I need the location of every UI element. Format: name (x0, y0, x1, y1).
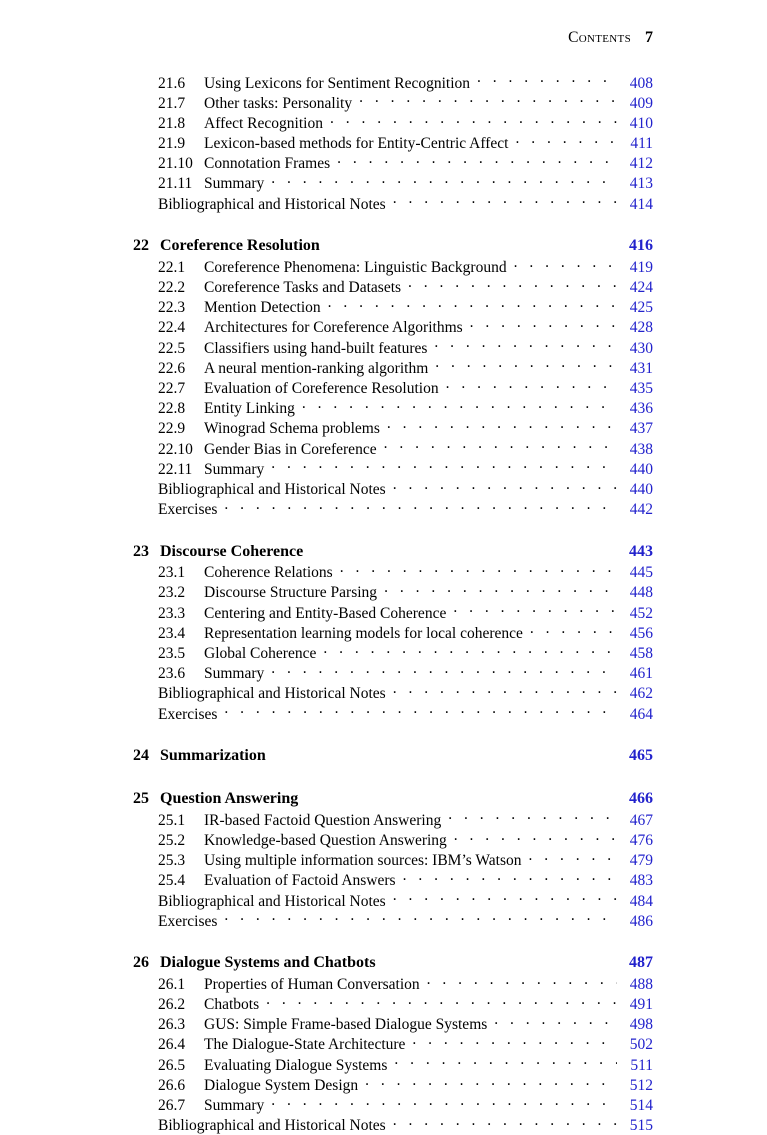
section-number: 26.1 (158, 975, 186, 993)
dot-leader (387, 418, 617, 434)
section-title[interactable]: The Dialogue-State Architecture (204, 1036, 406, 1054)
section-page-number[interactable]: 461 (629, 665, 653, 683)
dot-leader (384, 582, 617, 598)
section-page-number[interactable]: 502 (629, 1036, 653, 1054)
toc-section-row[interactable] (133, 809, 653, 829)
bibliographical-notes-label[interactable]: Bibliographical and Historical Notes (158, 195, 386, 213)
toc-section-row[interactable] (133, 317, 653, 337)
section-page-number[interactable]: 419 (629, 258, 653, 276)
toc-chapter-block (133, 72, 653, 213)
section-page-number[interactable]: 479 (629, 852, 653, 870)
toc-bibliographical-notes-row[interactable] (133, 478, 653, 498)
section-page-number[interactable]: 488 (629, 975, 653, 993)
bibliographical-notes-page-number[interactable]: 515 (629, 1117, 653, 1135)
section-title[interactable]: Chatbots (204, 996, 260, 1014)
toc-section-row[interactable] (133, 458, 653, 478)
dot-leader (393, 683, 617, 699)
dot-leader (323, 643, 617, 659)
dot-leader (330, 112, 617, 128)
dot-leader (224, 910, 617, 926)
toc-section-row[interactable] (133, 377, 653, 397)
chapter-page-number[interactable]: 487 (629, 954, 653, 972)
section-title[interactable]: Entity Linking (204, 400, 295, 418)
section-title[interactable]: Knowledge-based Question Answering (204, 831, 447, 849)
dot-leader (434, 337, 617, 353)
dot-leader (266, 994, 617, 1010)
toc-bibliographical-notes-row[interactable] (133, 193, 653, 213)
section-title[interactable]: Coherence Relations (204, 564, 333, 582)
toc-exercises-row[interactable] (133, 703, 653, 723)
toc-exercises-row[interactable] (133, 910, 653, 930)
chapter-title[interactable]: Discourse Coherence (160, 542, 304, 560)
dot-leader (393, 193, 617, 209)
dot-leader (271, 1095, 617, 1111)
section-number: 22.2 (158, 279, 186, 296)
section-page-number[interactable]: 514 (629, 1097, 653, 1114)
section-title[interactable]: Discourse Structure Parsing (204, 584, 378, 602)
section-number: 23.4 (158, 624, 186, 642)
dot-leader (448, 809, 617, 825)
dot-leader (494, 1014, 617, 1030)
section-title[interactable]: Summary (204, 1097, 265, 1114)
section-page-number[interactable]: 411 (630, 135, 653, 153)
section-number: 26.6 (158, 1076, 186, 1094)
toc-section-row[interactable] (133, 277, 653, 297)
running-header (114, 29, 653, 47)
chapter-page-number[interactable]: 466 (629, 790, 653, 808)
section-title[interactable]: Affect Recognition (204, 114, 323, 132)
section-page-number[interactable]: 428 (629, 319, 653, 337)
section-page-number[interactable]: 476 (629, 831, 653, 849)
toc-section-row[interactable] (133, 1014, 653, 1034)
toc-section-row[interactable] (133, 562, 653, 582)
section-number: 25.3 (158, 852, 186, 870)
section-page-number[interactable]: 448 (629, 584, 653, 602)
section-title[interactable]: Evaluation of Factoid Answers (204, 872, 396, 890)
chapter-title[interactable]: Coreference Resolution (160, 237, 320, 255)
toc-section-row[interactable] (133, 153, 653, 173)
chapter-number: 22 (133, 237, 149, 255)
dot-leader (328, 297, 617, 313)
section-number: 22.3 (158, 299, 186, 317)
running-header-folio: 7 (645, 29, 653, 46)
section-number: 22.1 (158, 258, 186, 276)
section-number: 21.7 (158, 94, 186, 112)
dot-leader (393, 1115, 617, 1131)
toc-section-row[interactable] (133, 622, 653, 642)
chapter-spacer (133, 213, 653, 234)
bibliographical-notes-page-number[interactable]: 484 (629, 892, 653, 910)
dot-leader (530, 622, 617, 638)
toc-section-row[interactable] (133, 994, 653, 1014)
section-number: 23.1 (158, 564, 186, 582)
toc-chapter-block (133, 540, 653, 724)
section-number: 25.2 (158, 831, 186, 849)
section-page-number[interactable]: 413 (629, 175, 653, 193)
chapter-page-number[interactable]: 465 (629, 747, 653, 765)
section-number: 23.2 (158, 584, 186, 602)
dot-leader (435, 357, 617, 373)
section-page-number[interactable]: 431 (629, 359, 653, 377)
section-title[interactable]: A neural mention-ranking algorithm (204, 359, 429, 377)
chapter-spacer (133, 723, 653, 744)
toc-chapter-row[interactable] (133, 744, 653, 766)
toc-chapter-block (133, 234, 653, 518)
section-number: 26.4 (158, 1036, 186, 1054)
section-title[interactable]: Dialogue System Design (204, 1076, 359, 1094)
chapter-number: 24 (133, 747, 149, 765)
toc-section-row[interactable] (133, 602, 653, 622)
dot-leader (454, 829, 617, 845)
section-number: 21.9 (158, 135, 186, 153)
section-page-number[interactable]: 498 (629, 1016, 653, 1034)
section-number: 22.4 (158, 319, 186, 337)
chapter-title[interactable]: Summarization (160, 747, 266, 765)
dot-leader (224, 499, 617, 515)
toc-section-row[interactable] (133, 829, 653, 849)
exercises-page-number[interactable]: 486 (629, 912, 653, 930)
section-number: 22.5 (158, 339, 186, 357)
section-title[interactable]: Evaluating Dialogue Systems (204, 1056, 388, 1074)
section-number: 22.10 (158, 440, 193, 458)
section-page-number[interactable]: 440 (629, 460, 653, 478)
toc-section-row[interactable] (133, 663, 653, 683)
toc-bibliographical-notes-row[interactable] (133, 890, 653, 910)
dot-leader (271, 173, 617, 189)
dot-leader (337, 153, 617, 169)
section-page-number[interactable]: 410 (629, 114, 653, 132)
section-number: 23.6 (158, 665, 186, 683)
section-page-number[interactable]: 430 (629, 339, 653, 357)
section-page-number[interactable]: 435 (629, 379, 653, 397)
chapter-spacer (133, 766, 653, 787)
section-page-number[interactable]: 452 (629, 604, 653, 622)
section-number: 21.6 (158, 74, 186, 92)
toc-section-row[interactable] (133, 850, 653, 870)
section-number: 26.7 (158, 1097, 186, 1114)
section-number: 26.5 (158, 1056, 186, 1074)
toc-exercises-row[interactable] (133, 499, 653, 519)
toc-section-row[interactable] (133, 357, 653, 377)
section-number: 25.1 (158, 811, 186, 829)
exercises-page-number[interactable]: 464 (629, 705, 653, 723)
toc-section-row[interactable] (133, 418, 653, 438)
section-page-number[interactable]: 436 (629, 400, 653, 418)
section-title[interactable]: Coreference Phenomena: Linguistic Background (204, 258, 507, 276)
toc-chapter-row[interactable] (133, 951, 653, 973)
dot-leader (384, 438, 617, 454)
section-title[interactable]: Lexicon-based methods for Entity-Centric Affect (204, 135, 509, 153)
chapter-spacer (133, 930, 653, 951)
section-title[interactable]: Gender Bias in Coreference (204, 440, 377, 458)
dot-leader (302, 398, 617, 414)
section-title[interactable]: Coreference Tasks and Datasets (204, 279, 402, 296)
section-title[interactable]: Mention Detection (204, 299, 321, 317)
section-number: 21.8 (158, 114, 186, 132)
toc-bibliographical-notes-row[interactable] (133, 1115, 653, 1135)
chapter-number: 23 (133, 542, 149, 560)
toc-section-row[interactable] (133, 133, 653, 153)
exercises-label[interactable]: Exercises (158, 501, 218, 519)
dot-leader (470, 317, 617, 333)
section-title[interactable]: Using multiple information sources: IBM’s Watson (204, 852, 522, 870)
section-title[interactable]: Using Lexicons for Sentiment Recognition (204, 74, 471, 92)
section-title[interactable]: Summary (204, 460, 265, 478)
section-title[interactable]: Global Coherence (204, 645, 317, 662)
toc-chapter-block (133, 951, 653, 1135)
toc-chapter-row[interactable] (133, 787, 653, 809)
chapter-spacer (133, 519, 653, 540)
section-page-number[interactable]: 424 (629, 279, 653, 296)
toc-section-row[interactable] (133, 1034, 653, 1054)
toc-section-row[interactable] (133, 297, 653, 317)
dot-leader (529, 850, 618, 866)
bibliographical-notes-page-number[interactable]: 462 (629, 685, 653, 703)
section-number: 21.11 (158, 175, 193, 193)
bibliographical-notes-label[interactable]: Bibliographical and Historical Notes (158, 685, 386, 703)
section-number: 23.3 (158, 604, 186, 622)
toc-section-row[interactable] (133, 92, 653, 112)
section-number: 25.4 (158, 872, 186, 890)
section-page-number[interactable]: 511 (630, 1056, 653, 1074)
toc-section-row[interactable] (133, 337, 653, 357)
section-page-number[interactable]: 409 (629, 94, 653, 112)
dot-leader (340, 562, 617, 578)
toc-section-row[interactable] (133, 112, 653, 132)
section-number: 22.11 (158, 460, 193, 478)
section-title[interactable]: Evaluation of Coreference Resolution (204, 379, 439, 397)
toc-section-row[interactable] (133, 256, 653, 276)
section-title[interactable]: Summary (204, 175, 265, 193)
section-number: 26.3 (158, 1016, 186, 1034)
toc-bibliographical-notes-row[interactable] (133, 683, 653, 703)
section-page-number[interactable]: 456 (629, 624, 653, 642)
bibliographical-notes-label[interactable]: Bibliographical and Historical Notes (158, 892, 386, 910)
section-number: 26.2 (158, 996, 186, 1014)
dot-leader (271, 458, 617, 474)
section-page-number[interactable]: 458 (629, 645, 653, 662)
section-page-number[interactable]: 438 (629, 440, 653, 458)
toc-chapter-block (133, 787, 653, 930)
bibliographical-notes-label[interactable]: Bibliographical and Historical Notes (158, 1117, 386, 1135)
chapter-page-number[interactable]: 443 (629, 542, 653, 560)
toc-chapter-block (133, 744, 653, 766)
section-number: 21.10 (158, 155, 193, 173)
exercises-label[interactable]: Exercises (158, 705, 218, 723)
dot-leader (412, 1034, 617, 1050)
bibliographical-notes-page-number[interactable]: 440 (629, 480, 653, 498)
dot-leader (224, 703, 617, 719)
section-title[interactable]: Other tasks: Personality (204, 94, 353, 112)
section-title[interactable]: Classifiers using hand-built features (204, 339, 428, 357)
chapter-page-number[interactable]: 416 (629, 237, 653, 255)
toc-section-row[interactable] (133, 398, 653, 418)
section-page-number[interactable]: 437 (629, 420, 653, 438)
chapter-number: 26 (133, 954, 149, 972)
dot-leader (515, 133, 617, 149)
toc-section-row[interactable] (133, 870, 653, 890)
toc-section-row[interactable] (133, 72, 653, 92)
dot-leader (393, 478, 617, 494)
exercises-label[interactable]: Exercises (158, 912, 218, 930)
bibliographical-notes-page-number[interactable]: 414 (629, 195, 653, 213)
dot-leader (403, 870, 617, 886)
running-header-label: Contents (568, 29, 631, 46)
dot-leader (271, 663, 617, 679)
section-page-number[interactable]: 467 (629, 811, 653, 829)
section-page-number[interactable]: 425 (629, 299, 653, 317)
section-page-number[interactable]: 512 (629, 1076, 653, 1094)
chapter-title[interactable]: Dialogue Systems and Chatbots (160, 954, 376, 972)
toc-section-row[interactable] (133, 173, 653, 193)
section-number: 22.8 (158, 400, 186, 418)
toc-section-row[interactable] (133, 438, 653, 458)
section-title[interactable]: Summary (204, 665, 265, 683)
dot-leader (514, 256, 617, 272)
section-title[interactable]: IR-based Factoid Question Answering (204, 811, 442, 829)
dot-leader (408, 277, 617, 293)
section-title[interactable]: Architectures for Coreference Algorithms (204, 319, 463, 337)
exercises-page-number[interactable]: 442 (629, 501, 653, 519)
toc-section-row[interactable] (133, 1054, 653, 1074)
section-page-number[interactable]: 483 (629, 872, 653, 890)
section-page-number[interactable]: 408 (629, 74, 653, 92)
section-title[interactable]: GUS: Simple Frame-based Dialogue Systems (204, 1016, 488, 1034)
section-page-number[interactable]: 491 (629, 996, 653, 1014)
bibliographical-notes-label[interactable]: Bibliographical and Historical Notes (158, 480, 386, 498)
section-number: 22.7 (158, 379, 186, 397)
toc-chapter-row[interactable] (133, 234, 653, 256)
dot-leader (453, 602, 617, 618)
section-page-number[interactable]: 445 (629, 564, 653, 582)
toc-section-row[interactable] (133, 643, 653, 663)
section-number: 22.6 (158, 359, 186, 377)
dot-leader (427, 973, 617, 989)
dot-leader (446, 377, 617, 393)
toc-chapter-row[interactable] (133, 540, 653, 562)
toc-section-row[interactable] (133, 973, 653, 993)
section-title[interactable]: Properties of Human Conversation (204, 975, 420, 993)
section-title[interactable]: Winograd Schema problems (204, 420, 380, 438)
section-title[interactable]: Connotation Frames (204, 155, 331, 173)
toc-section-row[interactable] (133, 1095, 653, 1115)
section-number: 23.5 (158, 645, 186, 662)
table-of-contents (133, 72, 653, 1135)
toc-section-row[interactable] (133, 582, 653, 602)
section-title[interactable]: Centering and Entity-Based Coherence (204, 604, 447, 622)
chapter-number: 25 (133, 790, 149, 808)
section-number: 22.9 (158, 420, 186, 438)
dot-leader (477, 72, 617, 88)
chapter-title[interactable]: Question Answering (160, 790, 299, 808)
dot-leader (359, 92, 617, 108)
toc-section-row[interactable] (133, 1074, 653, 1094)
dot-leader (393, 890, 617, 906)
dot-leader (365, 1074, 617, 1090)
section-page-number[interactable]: 412 (629, 155, 653, 173)
section-title[interactable]: Representation learning models for local coherence (204, 624, 523, 642)
